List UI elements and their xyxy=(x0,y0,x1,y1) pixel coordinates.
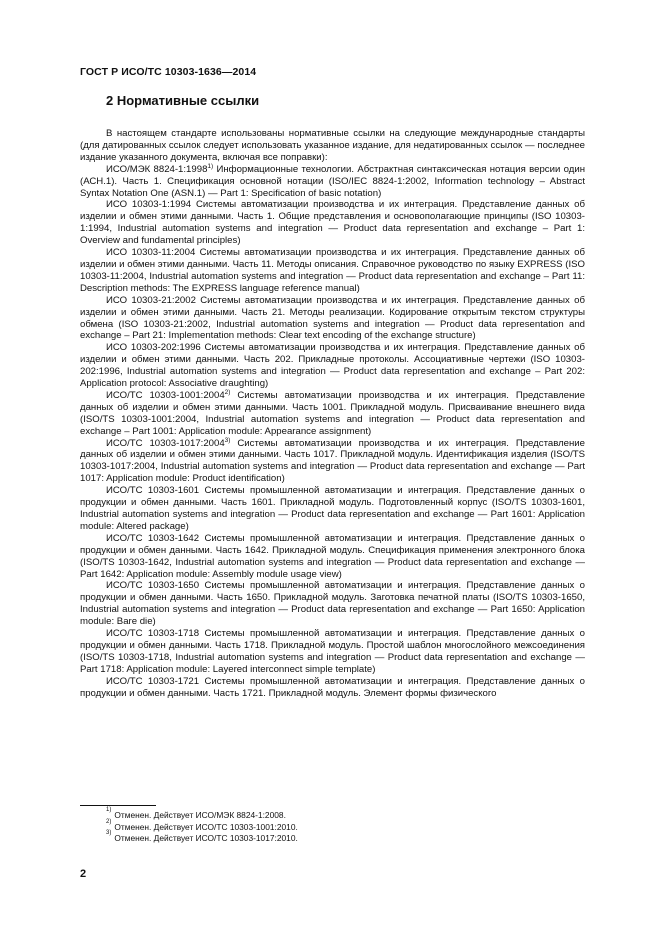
paragraph-intro: В настоящем стандарте использованы нормативные ссылки на следующие международные стандарты (для датированных ссылок следует использовать указанное издание, для недатированных ссылок — последнее издание указанного документа, включая все поправки): xyxy=(80,128,585,163)
footnote-divider xyxy=(80,805,156,806)
paragraph-reference: ИСО/ТС 10303-1721 Системы промышленной автоматизации и интеграция. Представление данных о продукции и обмен данными. Часть 1721. Прикладной модуль. Элемент формы физического xyxy=(80,675,585,699)
paragraph-reference: ИСО 10303-11:2004 Системы автоматизации производства и их интеграция. Представление данных об изделии и обмен этими данными. Часть 11. Методы описания. Справочное руководство по языку EXPRESS (ISO 10303-11:2004, Industrial automation systems and integration — Product data representation and exchange – Part 11: Description methods: The EXPRESS language reference manual) xyxy=(80,247,585,294)
footnote-reference: 2) xyxy=(224,388,231,396)
paragraph-reference: ИСО 10303-21:2002 Системы автоматизации производства и их интеграция. Представление данных об изделии и обмен этими данными. Часть 21. Методы реализации. Кодирование открытым текстом структуры обмена (ISO 10303-21:2002, Industrial automation systems and integration — Product data representation and exchange – Part 21: Implementation methods: Clear text encoding of the exchange structure) xyxy=(80,294,585,342)
paragraph-reference: ИСО 10303-1:1994 Системы автоматизации производства и их интеграция. Представление данных об изделии и обмен этими данными. Часть 1. Общие представления и основополагающие принципы (ISO 10303-1:1994, Industrial automation systems and integration — Product data representation and exchange – Part 1: Overview and fundamental principles) xyxy=(80,199,585,247)
footnotes xyxy=(106,807,298,845)
document-standard-code: ГОСТ Р ИСО/ТС 10303-1636—2014 xyxy=(80,66,257,78)
paragraph-reference: ИСО/ТС 10303-1650 Системы промышленной автоматизации и интеграция. Представление данных о продукции и обмен данными. Часть 1650. Прикладной модуль. Заготовка печатной платы (ISO/TS 10303-1650, Industrial automation systems and integration — Product data representation and exchange — Part 1650: Application module: Bare die) xyxy=(80,580,585,628)
footnote-reference: 1) xyxy=(207,162,214,170)
section-title: 2 Нормативные ссылки xyxy=(106,93,260,108)
page-number: 2 xyxy=(80,868,87,880)
paragraph-reference: ИСО/ТС 10303-1017:2004$^{3)}$ Системы автоматизации производства и их интеграция. Представление данных об изделии и обмен этими данными. Часть 1017. Прикладной модуль. Идентификация изделия (ISO/TS 10303-1017:2004, Industrial automation systems and integration — Product data representation and exchange — Part 1017: Application module: Product identification) xyxy=(80,436,585,485)
paragraph-reference: ИСО/ТС 10303-1601 Системы промышленной автоматизации и интеграция. Представление данных о продукции и обмен данными. Часть 1601. Прикладной модуль. Подготовленный корпус (ISO/TS 10303-1601, Industrial automation systems and integration — Product data representation and exchange — Part 1601: Application module: Altered package) xyxy=(80,485,585,532)
normative-references-body xyxy=(80,128,585,700)
paragraph-reference: ИСО 10303-202:1996 Системы автоматизации производства и их интеграция. Представление данных об изделии и обмен этими данными. Часть 202. Прикладные протоколы. Ассоциативные чертежи (ISO 10303-202:1996, Industrial automation systems and integration — Product data representation and exchange – Part 202: Application protocol: Associative draughting) xyxy=(80,342,585,390)
paragraph-reference: ИСО/МЭК 8824-1:1998$^{1)}$ Информационные технологии. Абстрактная синтаксическая нотация версии один (АСН.1). Часть 1. Спецификация основной нотации (ISO/IEC 8824-1:2002, Information technology – Abstract Syntax Notation One (ASN.1) — Part 1: Specification of basic notation) xyxy=(80,162,585,199)
footnote: 2) Отменен. Действует ИСО/ТС 10303-1001:2010. xyxy=(106,818,298,832)
paragraph-reference: ИСО/ТС 10303-1718 Системы промышленной автоматизации и интеграция. Представление данных о продукции и обмен данными. Часть 1718. Прикладной модуль. Простой шаблон многослойного межсоединения (ISO/TS 10303-1718, Industrial automation systems and integration — Product data representation and exchange — Part 1718: Application module: Layered interconnect simple template) xyxy=(80,628,585,675)
footnote-reference: 3) xyxy=(224,436,231,444)
paragraph-reference: ИСО/ТС 10303-1642 Системы промышленной автоматизации и интеграция. Представление данных о продукции и обмен данными. Часть 1642. Прикладной модуль. Спецификация применения электронного блока (ISO/TS 10303-1642, Industrial automation systems and integration — Product data representation and exchange — Part 1642: Application module: Assembly module usage view) xyxy=(80,532,585,580)
footnote: 1) Отменен. Действует ИСО/МЭК 8824-1:2008. xyxy=(106,807,286,820)
paragraph-reference: ИСО/ТС 10303-1001:2004$^{2)}$ Системы автоматизации производства и их интеграция. Представление данных об изделии и обмен этими данными. Часть 1001. Прикладной модуль. Присваивание внешнего вида (ISO/TS 10303-1001:2004, Industrial automation systems and integration — Product data representation and exchange – Part 1001: Application module: Appearance assignment) xyxy=(80,388,585,437)
footnote: 3) Отменен. Действует ИСО/ТС 10303-1017:2010. xyxy=(106,830,298,844)
